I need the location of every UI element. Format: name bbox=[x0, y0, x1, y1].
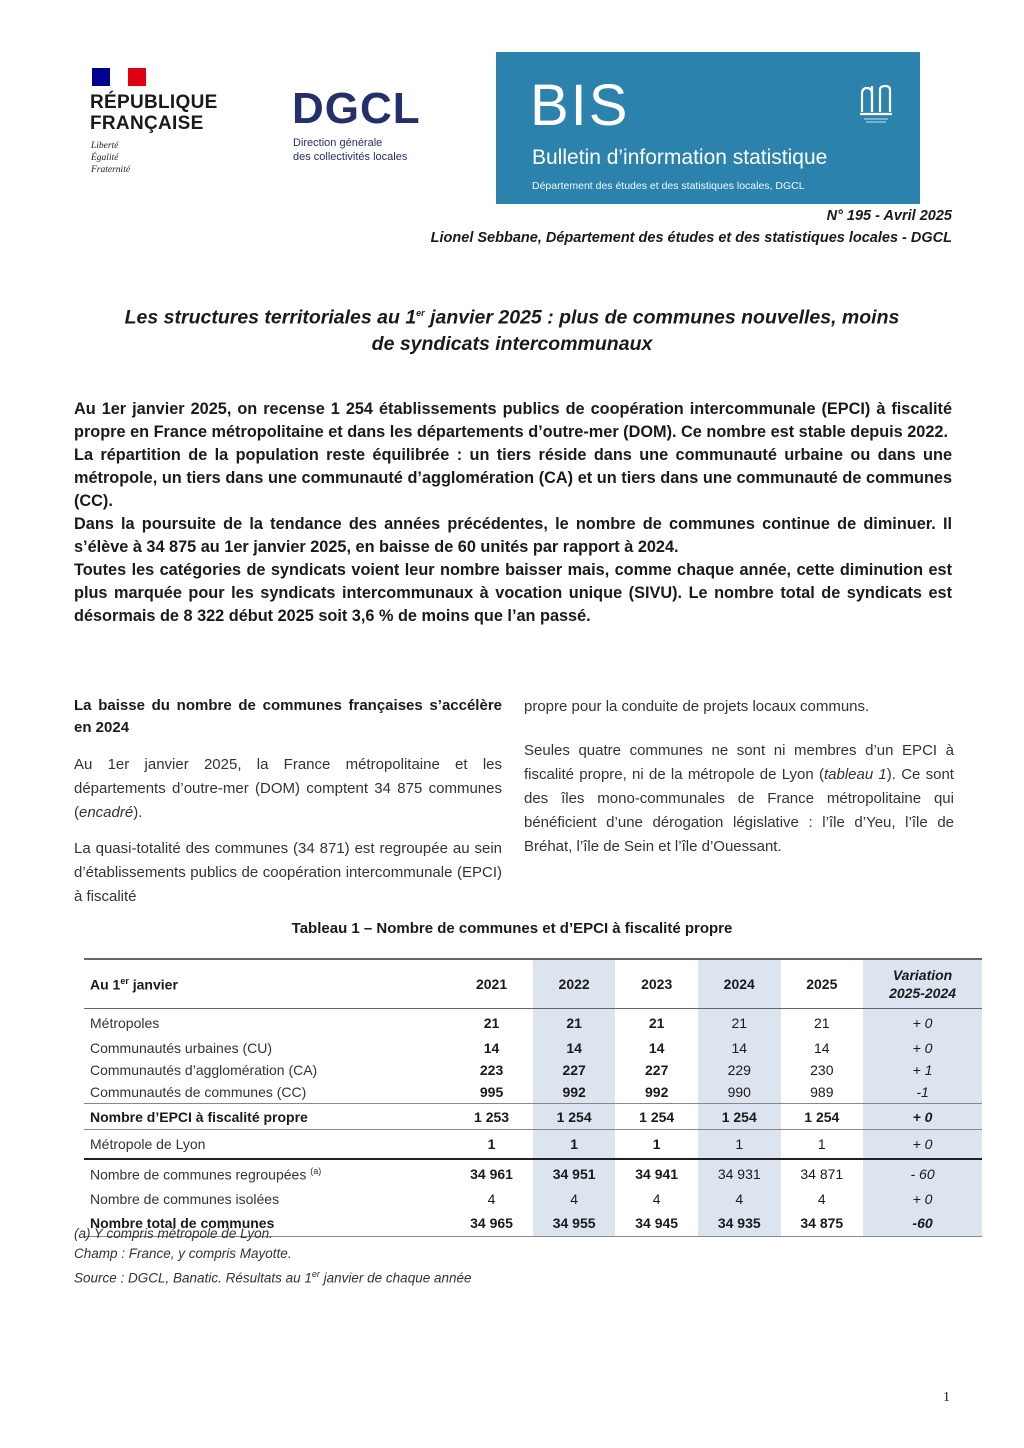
table-row: Nombre de communes isolées 4 4 4 4 4 + 0 bbox=[84, 1188, 982, 1210]
body-paragraph: propre pour la conduite de projets locaux communs. bbox=[524, 698, 870, 715]
bis-banner bbox=[496, 52, 920, 204]
bis-logo: BIS bbox=[530, 73, 630, 138]
dgcl-logo: DGCL bbox=[292, 84, 421, 133]
page-number: 1 bbox=[943, 1390, 950, 1405]
right-column bbox=[524, 695, 954, 871]
body-paragraph: Au 1er janvier 2025, la France métropolitaine et les départements d’outre-mer (DOM) comptent 34 875 communes (encadré). bbox=[74, 756, 502, 821]
section-heading: La baisse du nombre de communes françaises s’accélère en 2024 bbox=[74, 697, 502, 736]
table-row: Métropole de Lyon 1 1 1 1 1 + 0 bbox=[84, 1130, 982, 1160]
column-header-label: Au 1er janvier bbox=[84, 959, 450, 1009]
column-header-year: 2022 bbox=[533, 959, 616, 1009]
table-notes bbox=[74, 1224, 472, 1289]
left-column bbox=[74, 695, 502, 921]
body-paragraph: La quasi-totalité des communes (34 871) est regroupée au sein d’établissements publics de coopération intercommunale (EPCI) à fiscalité bbox=[74, 840, 502, 905]
table-row: Communautés d’agglomération (CA) 223 227 227 229 230 + 1 bbox=[84, 1059, 982, 1081]
source-note: Source : DGCL, Banatic. Résultats au 1er janvier de chaque année bbox=[74, 1269, 472, 1286]
lead-paragraph: Dans la poursuite de la tendance des années précédentes, le nombre de communes continue de diminuer. Il s’élève à 34 875 au 1er janvier 2025, en baisse de 60 unités par rapport à 2024. bbox=[74, 515, 952, 556]
table-caption: Tableau 1 – Nombre de communes et d’EPCI à fiscalité propre bbox=[291, 920, 733, 937]
lead-summary bbox=[74, 398, 952, 628]
bis-title: Bulletin d’information statistique bbox=[532, 146, 828, 169]
document-title: Les structures territoriales au 1er janvier 2025 : plus de communes nouvelles, moins de syndicats intercommunaux bbox=[124, 306, 900, 355]
table-row: Communautés de communes (CC) 995 992 992 990 989 -1 bbox=[84, 1081, 982, 1104]
table-row: Métropoles 21 21 21 21 21 + 0 bbox=[84, 1009, 982, 1038]
column-header-year: 2024 bbox=[698, 959, 781, 1009]
lead-paragraph: Au 1er janvier 2025, on recense 1 254 établissements publics de coopération intercommunale (EPCI) à fiscalité propre en France métropolitaine et dans les départements d’outre-mer (DOM). Ce nombre est stable depuis 2022. bbox=[74, 400, 952, 441]
motto: Liberté Égalité Fraternité bbox=[91, 141, 131, 175]
republique-francaise-logo: RÉPUBLIQUE FRANÇAISE bbox=[90, 92, 218, 134]
column-header-year: 2021 bbox=[450, 959, 533, 1009]
table-header-row bbox=[84, 959, 982, 1009]
communes-epci-table bbox=[84, 958, 982, 1237]
body-paragraph: Seules quatre communes ne sont ni membres d’un EPCI à fiscalité propre, ni de la métropole de Lyon (tableau 1). Ce sont des îles mono-communales de France métropolitaine qui bénéficient d’une dérogation législative : l’île d’Yeu, l’île de Bréhat, l’île de Sein et l’île d’Ouessant. bbox=[524, 742, 954, 855]
french-flag-logo bbox=[92, 68, 146, 86]
issue-number: N° 195 - Avril 2025 bbox=[826, 208, 952, 224]
column-header-year: 2023 bbox=[615, 959, 698, 1009]
field-note: Champ : France, y compris Mayotte. bbox=[74, 1246, 292, 1261]
bis-subtitle: Département des études et des statistiques locales, DGCL bbox=[532, 180, 805, 192]
table-row: Nombre de communes regroupées $^{(a)}$ 34 961 34 951 34 941 34 931 34 871 - 60 bbox=[84, 1159, 982, 1188]
column-header-year: 2025 bbox=[781, 959, 864, 1009]
author-line: Lionel Sebbane, Département des études et des statistiques locales - DGCL bbox=[430, 230, 952, 246]
lead-paragraph: La répartition de la population reste équilibrée : un tiers réside dans une communauté urbaine ou dans une métropole, un tiers dans une communauté d’agglomération (CA) et un tiers dans une communauté de communes (CC). bbox=[74, 446, 952, 510]
column-header-variation: Variation 2025-2024 bbox=[863, 959, 982, 1009]
table-row-total-epci: Nombre d’EPCI à fiscalité propre 1 253 1 254 1 254 1 254 1 254 + 0 bbox=[84, 1104, 982, 1130]
table-row: Communautés urbaines (CU) 14 14 14 14 14 + 0 bbox=[84, 1037, 982, 1059]
building-icon bbox=[858, 82, 894, 126]
footnote: (a) Y compris métropole de Lyon. bbox=[74, 1226, 273, 1241]
table-row-total-communes: Nombre total de communes 34 965 34 955 34 945 34 935 34 875 -60 bbox=[84, 1210, 982, 1236]
dgcl-subtitle: Direction générale des collectivités locales bbox=[293, 137, 408, 163]
lead-paragraph: Toutes les catégories de syndicats voient leur nombre baisser mais, comme chaque année, cette diminution est plus marquée pour les syndicats intercommunaux à vocation unique (SIVU). Le nombre total de syndicats est désormais de 8 322 début 2025 soit 3,6 % de moins que l’an passé. bbox=[74, 561, 952, 625]
